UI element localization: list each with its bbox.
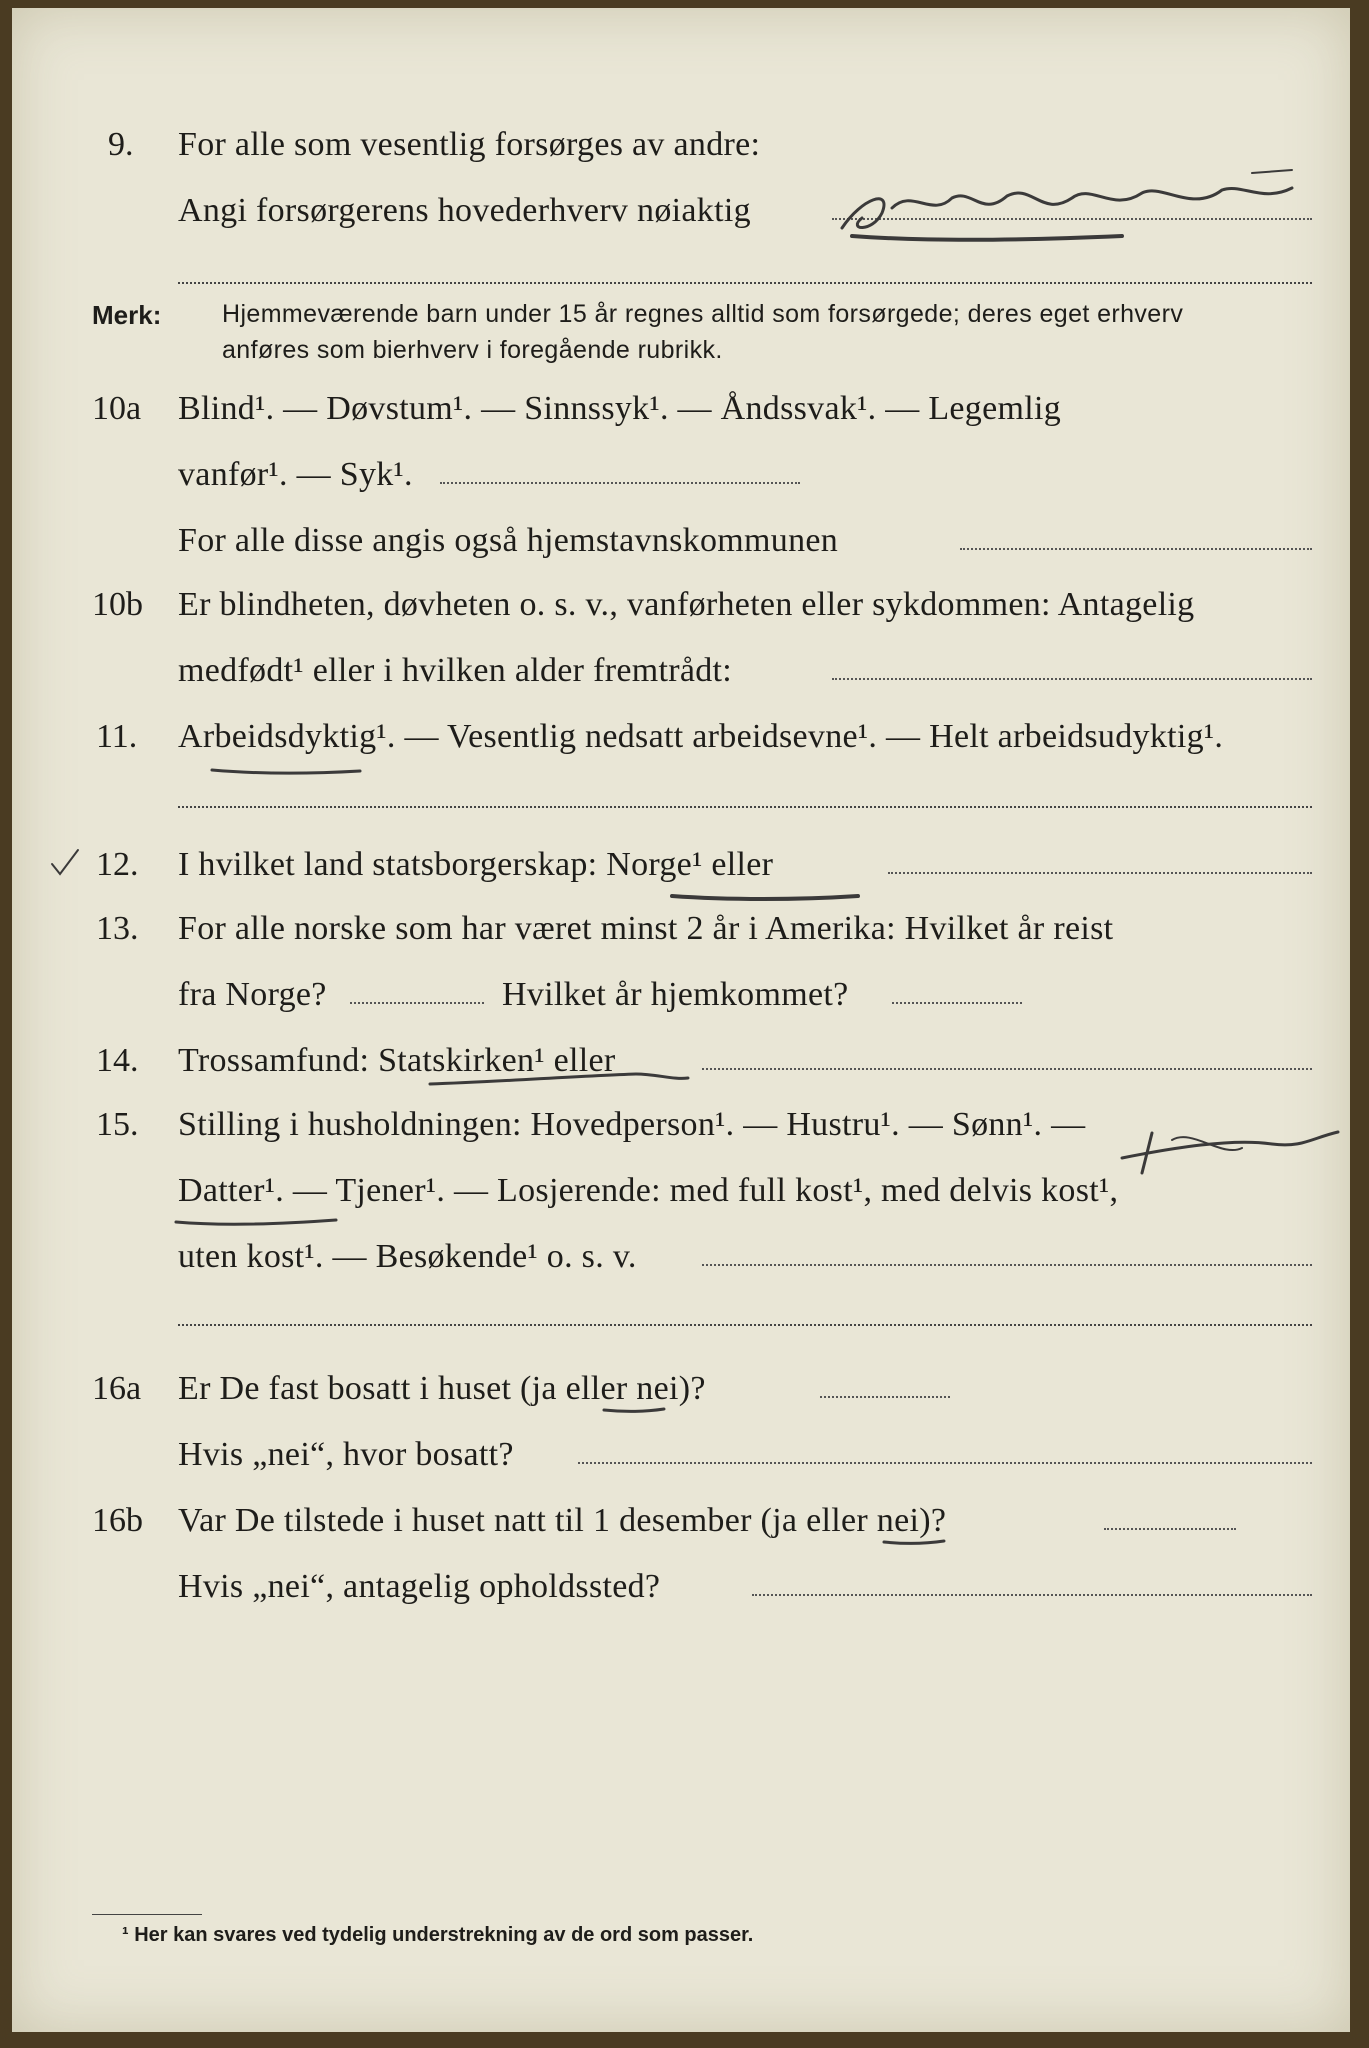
q10a-answer-line[interactable] [440, 482, 800, 484]
q9-line1: For alle som vesentlig forsørges av andre: [178, 126, 761, 163]
q15-extra-line[interactable] [178, 1324, 1312, 1326]
merk-line1: Hjemmeværende barn under 15 år regnes alltid som forsørgede; deres eget erhverv [222, 300, 1184, 328]
q12-number: 12. [96, 846, 139, 883]
q10b-answer-line[interactable] [832, 678, 1312, 680]
footnote-separator [92, 1914, 202, 1915]
q10a-line3: For alle disse angis også hjemstavnskommunen [178, 522, 839, 559]
census-form-page [12, 8, 1350, 2032]
q11-line1: Arbeidsdyktig¹. — Vesentlig nedsatt arbeidsevne¹. — Helt arbeidsudyktig¹. [178, 718, 1224, 755]
q13-number: 13. [96, 910, 139, 947]
q15-answer-line[interactable] [702, 1264, 1312, 1266]
q10a-number: 10a [92, 390, 142, 427]
q9-line2: Angi forsørgerens hovederhverv nøiaktig [178, 192, 751, 229]
merk-label: Merk: [92, 300, 162, 330]
q14-answer-line[interactable] [702, 1068, 1312, 1070]
q16b-number: 16b [92, 1502, 143, 1539]
q16a-line1: Er De fast bosatt i huset (ja eller nei)? [178, 1370, 706, 1407]
q16b-line1: Var De tilstede i huset natt til 1 desember (ja eller nei)? [178, 1502, 947, 1539]
q15-line3: uten kost¹. — Besøkende¹ o. s. v. [178, 1238, 637, 1275]
handwritten-underline-q14 [426, 1066, 696, 1092]
q13-line1: For alle norske som har været minst 2 år i Amerika: Hvilket år reist [178, 910, 1114, 947]
handwritten-answer-q9 [832, 158, 1312, 248]
handwritten-underline-q16a [600, 1402, 670, 1418]
handwritten-underline-q16b [880, 1534, 950, 1550]
q10a-line1: Blind¹. — Døvstum¹. — Sinnssyk¹. — Åndssvak¹. — Legemlig [178, 390, 1062, 427]
q14-line1: Trossamfund: Statskirken¹ eller [178, 1042, 616, 1079]
q10b-number: 10b [92, 586, 143, 623]
q10a-line2: vanfør¹. — Syk¹. [178, 456, 413, 493]
q16a-number: 16a [92, 1370, 142, 1407]
q16b-opholdssted-line[interactable] [752, 1594, 1312, 1596]
handwritten-mark-q15 [1112, 1118, 1342, 1178]
q9-extra-line[interactable] [178, 282, 1312, 284]
q16a-bosatt-line[interactable] [578, 1462, 1312, 1464]
q15-line1: Stilling i husholdningen: Hovedperson¹. — Hustru¹. — Sønn¹. — [178, 1106, 1086, 1143]
q10a-hjemstavn-line[interactable] [960, 548, 1312, 550]
handwritten-underline-q12 [668, 884, 868, 908]
q10b-line1: Er blindheten, døvheten o. s. v., vanførheten eller sykdommen: Antagelig [178, 586, 1195, 623]
q14-number: 14. [96, 1042, 139, 1079]
handwritten-underline-q11 [208, 760, 368, 780]
q13-line2a: fra Norge? [178, 976, 327, 1013]
q13-line2b: Hvilket år hjemkommet? [502, 976, 849, 1013]
q16a-answer-line[interactable] [820, 1396, 950, 1398]
q16b-line2: Hvis „nei“, antagelig opholdssted? [178, 1568, 661, 1605]
q15-number: 15. [96, 1106, 139, 1143]
footnote: ¹ Her kan svares ved tydelig understrekning av de ord som passer. [122, 1924, 754, 1946]
merk-line2: anføres som bierhverv i foregående rubrikk. [222, 336, 723, 364]
q9-number: 9. [108, 126, 134, 163]
q11-number: 11. [96, 718, 138, 755]
q13-reist-line[interactable] [350, 1002, 484, 1004]
q15-line2: Datter¹. — Tjener¹. — Losjerende: med full kost¹, med delvis kost¹, [178, 1172, 1119, 1209]
q12-line1: I hvilket land statsborgerskap: Norge¹ eller [178, 846, 774, 883]
check-mark-q12 [48, 846, 84, 882]
handwritten-underline-q15 [172, 1212, 342, 1234]
q13-hjemkommet-line[interactable] [892, 1002, 1022, 1004]
q16a-line2: Hvis „nei“, hvor bosatt? [178, 1436, 514, 1473]
q16b-answer-line[interactable] [1104, 1528, 1236, 1530]
q11-extra-line[interactable] [178, 806, 1312, 808]
q12-answer-line[interactable] [888, 872, 1312, 874]
q10b-line2: medfødt¹ eller i hvilken alder fremtrådt: [178, 652, 733, 689]
